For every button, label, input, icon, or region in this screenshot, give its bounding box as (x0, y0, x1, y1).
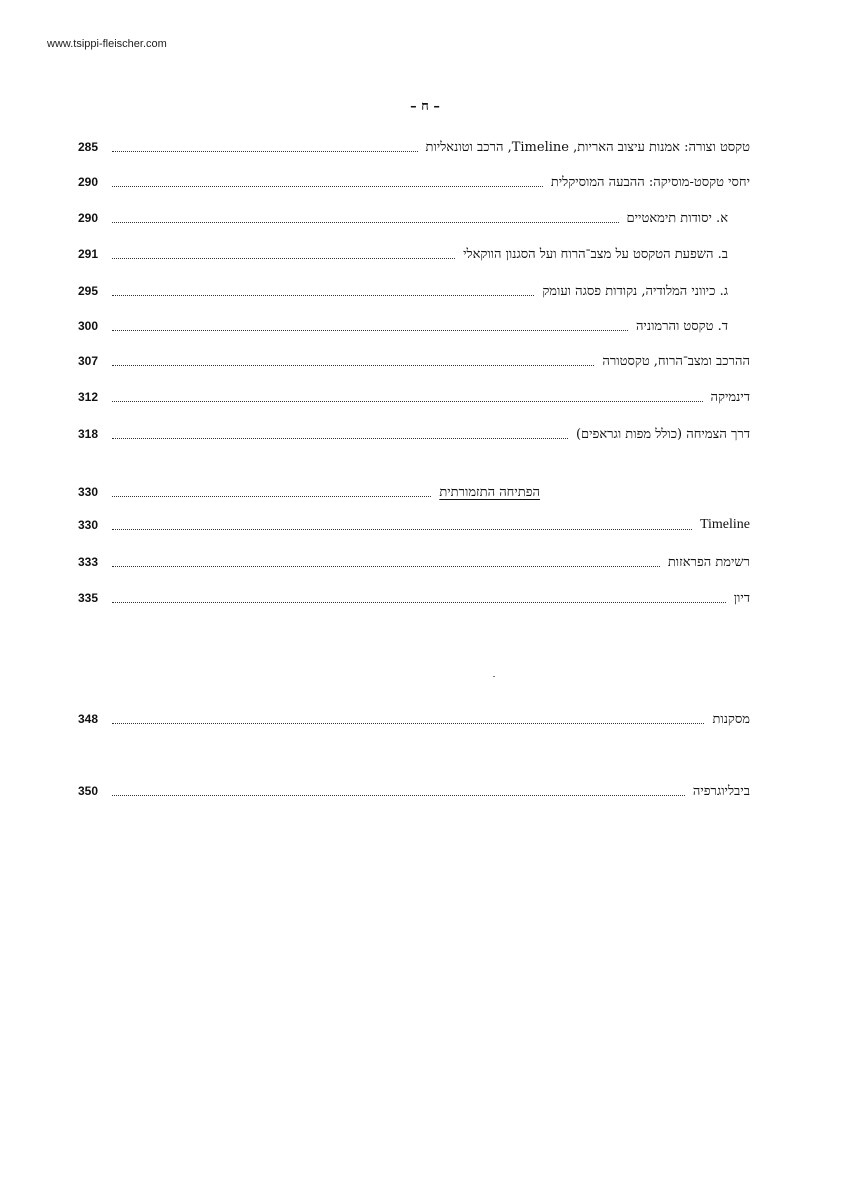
dot-leader (112, 723, 704, 724)
toc-entry-label: דיון (733, 591, 750, 606)
toc-subentry (78, 209, 750, 227)
toc-entry (78, 388, 750, 406)
toc-entry-page: 348 (78, 712, 99, 726)
toc-entry (78, 516, 750, 534)
dot-leader (112, 330, 628, 331)
dot-leader (112, 496, 431, 497)
toc-subentry (78, 245, 750, 263)
toc-entry (78, 138, 750, 156)
toc-entry-page: 300 (78, 319, 99, 333)
toc-entry (78, 782, 750, 800)
dot-leader (112, 529, 692, 530)
dot-leader (112, 151, 418, 152)
toc-entry-label: דרך הצמיחה (כולל מפות וגראפים) (575, 427, 750, 442)
toc-entry-page: 290 (78, 211, 99, 225)
toc-entry-label: Timeline (699, 517, 750, 532)
toc-entry (78, 425, 750, 443)
toc-entry (78, 710, 750, 728)
toc-entry-label: רשימת הפראזות (667, 555, 750, 570)
dot-leader (112, 258, 455, 259)
toc-entry-label: ב. השפעת הטקסט על מצב־הרוח ועל הסגנון הווקאלי (463, 247, 728, 262)
dot-leader (112, 566, 660, 567)
toc-section-heading (78, 483, 750, 501)
toc-entry (78, 173, 750, 191)
page-marker: – ח – (410, 99, 440, 114)
toc-entry-page: 291 (78, 247, 99, 261)
toc-entry-label: ד. טקסט והרמוניה (635, 319, 728, 334)
scan-speck (493, 676, 495, 677)
dot-leader (112, 795, 685, 796)
toc-entry-page: 333 (78, 555, 99, 569)
toc-entry-label: ביבליוגרפיה (692, 784, 750, 799)
toc-entry (78, 553, 750, 571)
dot-leader (112, 438, 568, 439)
toc-entry-page: 307 (78, 354, 99, 368)
site-url: www.tsippi-fleischer.com (47, 38, 167, 50)
toc-entry-label: ההרכב ומצב־הרוח, טקסטורה (602, 354, 750, 369)
dot-leader (112, 222, 619, 223)
dot-leader (112, 602, 726, 603)
dot-leader (112, 401, 703, 402)
toc-entry-label: טקסט וצורה: אמנות עיצוב האריות, Timeline, הרכב וטונאליות (425, 140, 750, 155)
toc-entry (78, 589, 750, 607)
toc-entry-label: א. יסודות תימאטיים (626, 211, 728, 226)
toc-entry-page: 350 (78, 784, 99, 798)
toc-subentry (78, 317, 750, 335)
dot-leader (112, 186, 543, 187)
toc-entry-page: 330 (78, 485, 99, 499)
toc-entry-label: דינמיקה (710, 390, 750, 405)
toc-entry-page: 318 (78, 427, 99, 441)
toc-entry-label: יחסי טקסט-מוסיקה: ההבעה המוסיקלית (550, 175, 750, 190)
toc-entry-page: 285 (78, 140, 99, 154)
toc-entry-page: 312 (78, 390, 99, 404)
toc-entry (78, 352, 750, 370)
toc-entry-label: ג. כיווני המלודיה, נקודות פסגה ועומק (542, 284, 728, 299)
toc-subentry (78, 282, 750, 300)
toc-entry-label: הפתיחה התזמורתית (439, 485, 540, 500)
toc-entry-page: 330 (78, 518, 99, 532)
toc-entry-page: 335 (78, 591, 99, 605)
toc-entry-label: מסקנות (712, 712, 750, 727)
toc-entry-page: 290 (78, 175, 99, 189)
dot-leader (112, 295, 534, 296)
dot-leader (112, 365, 594, 366)
toc-entry-page: 295 (78, 284, 99, 298)
